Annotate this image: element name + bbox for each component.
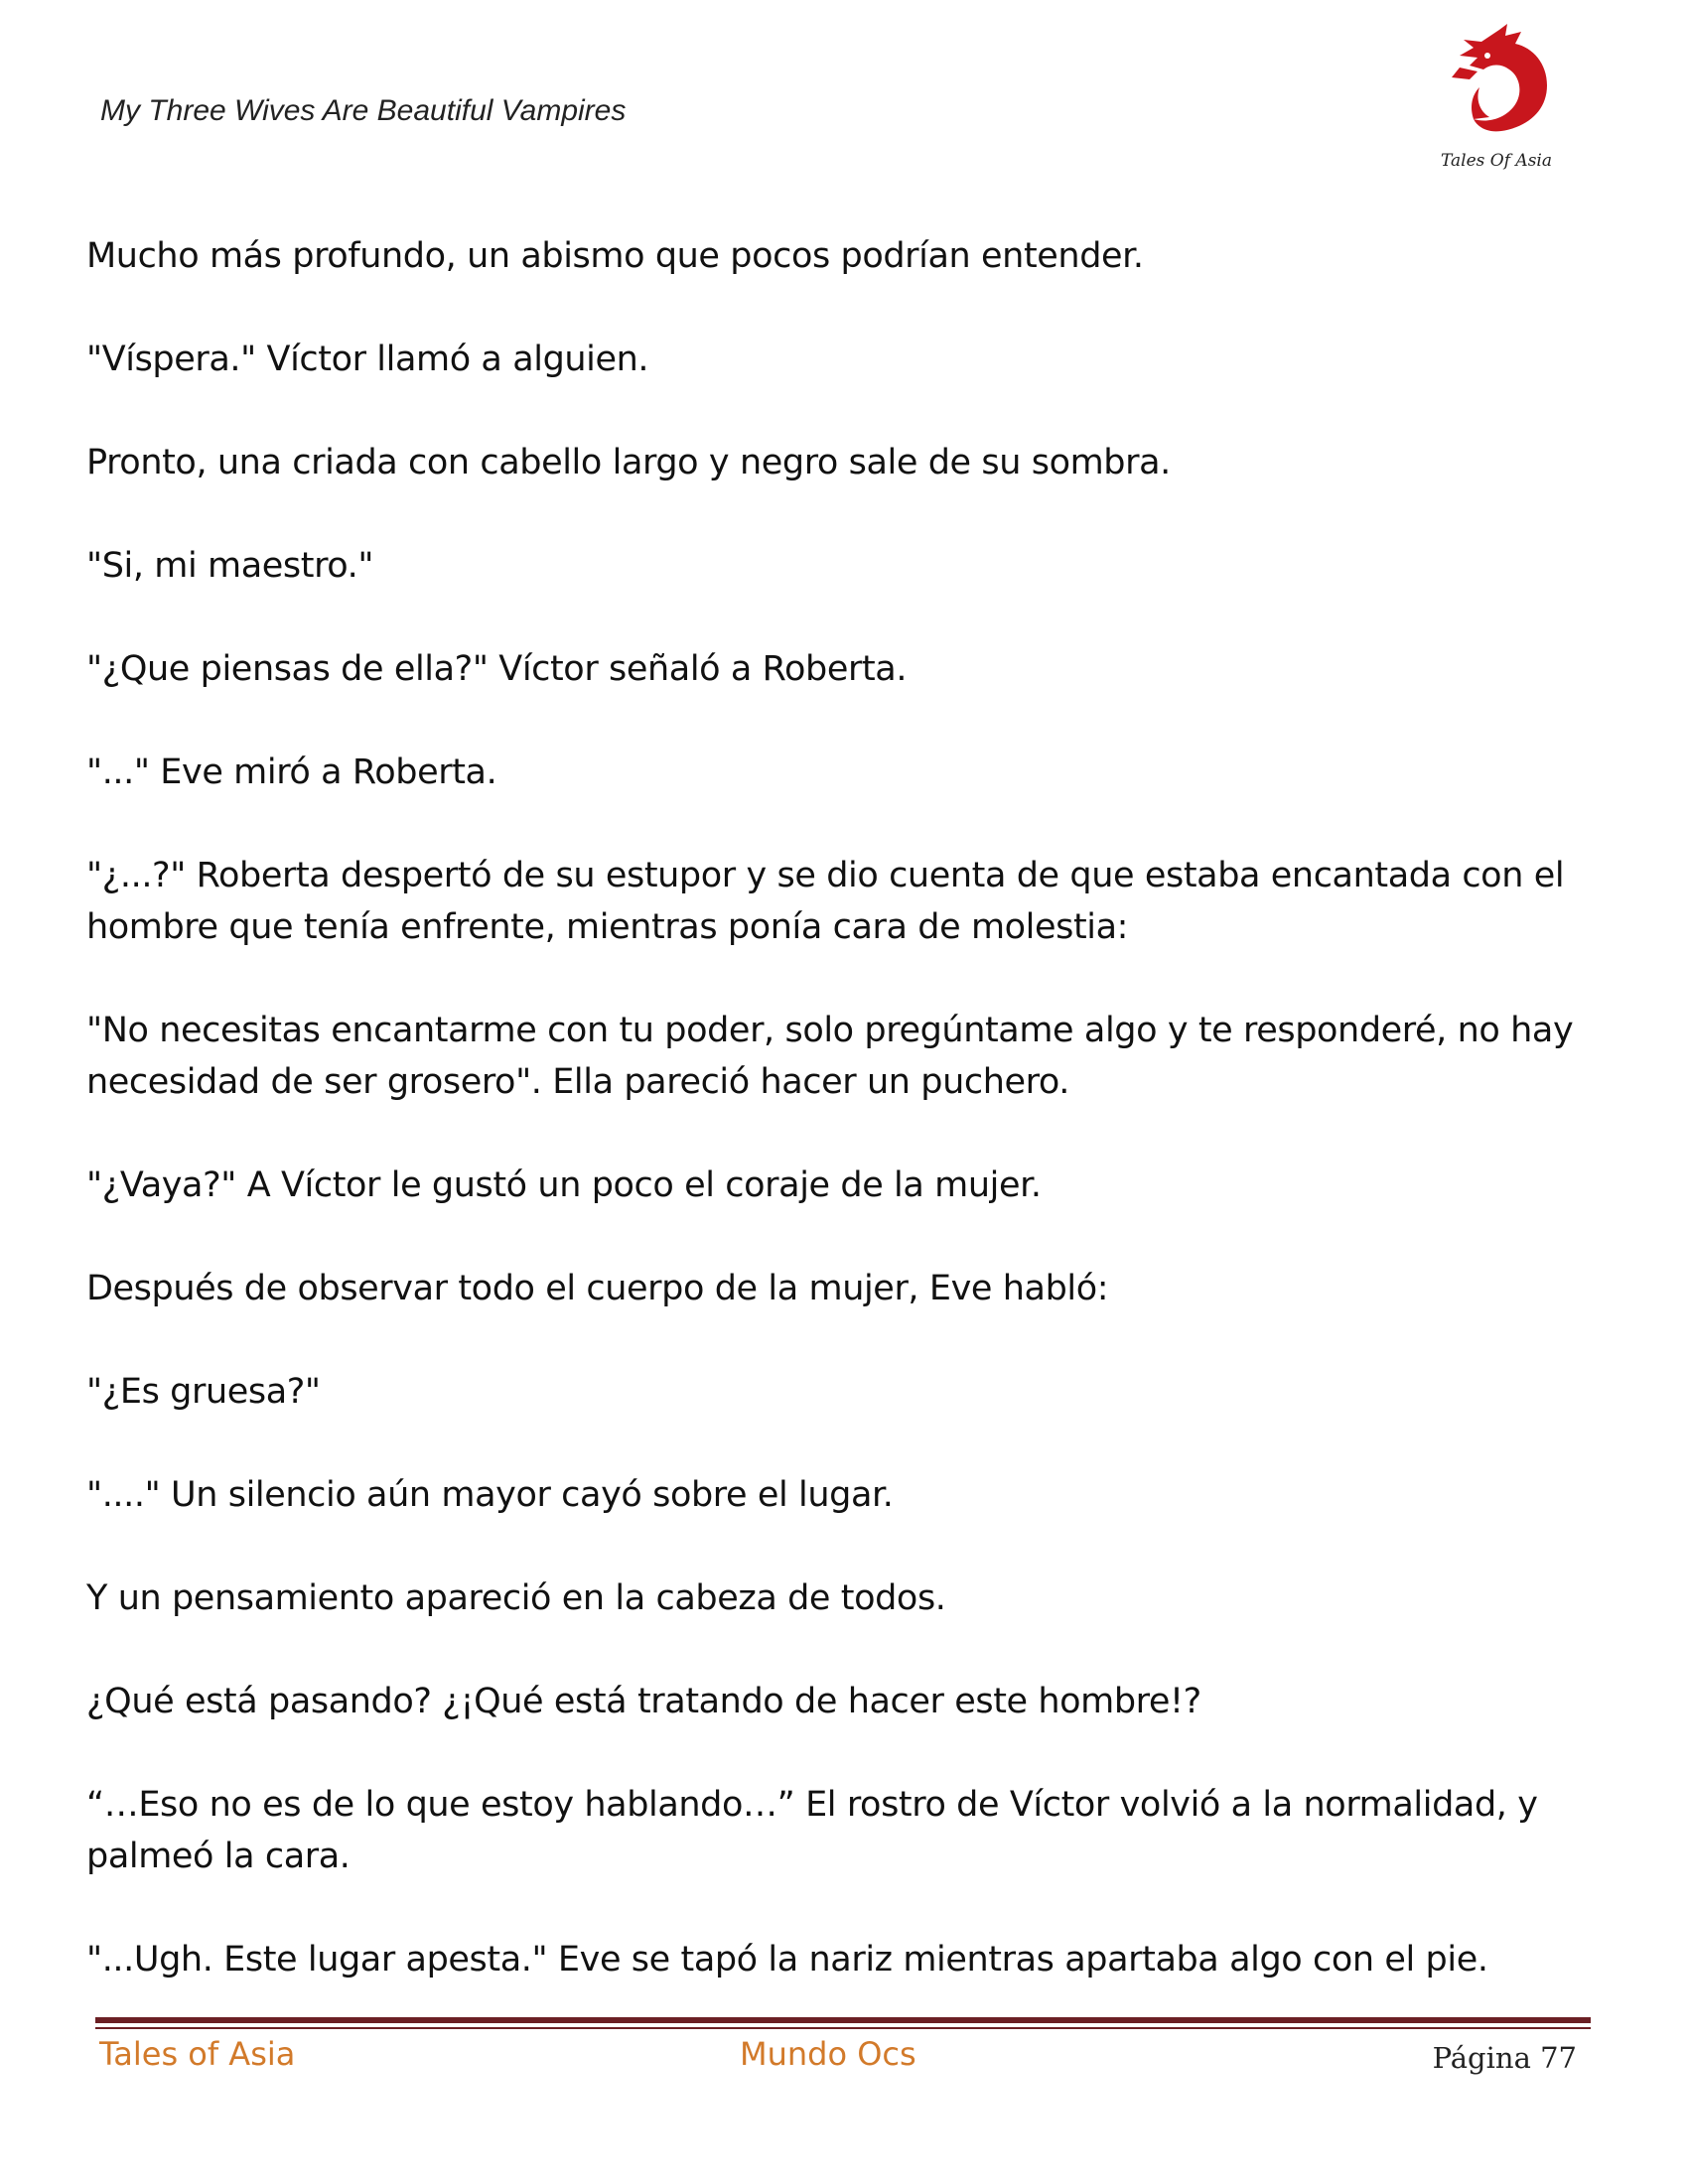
red-dragon-icon bbox=[1452, 24, 1547, 131]
paragraph: "..." Eve miró a Roberta. bbox=[86, 752, 497, 792]
logo-text: Tales Of Asia bbox=[1441, 151, 1552, 171]
paragraph: "Víspera." Víctor llamó a alguien. bbox=[86, 340, 649, 379]
paragraph: "¿Que piensas de ella?" Víctor señaló a Roberta. bbox=[86, 649, 908, 689]
paragraph: "¿Vaya?" A Víctor le gustó un poco el coraje de la mujer. bbox=[86, 1165, 1042, 1205]
paragraph: "...." Un silencio aún mayor cayó sobre el lugar. bbox=[86, 1475, 894, 1515]
page-body bbox=[86, 230, 1596, 2037]
book-title: My Three Wives Are Beautiful Vampires bbox=[100, 94, 627, 127]
paragraph: "¿...?" Roberta despertó de su estupor y se dio cuenta de que estaba encantada con el hombre que tenía enfrente, mientras ponía cara de molestia: bbox=[86, 856, 1565, 947]
paragraph: Pronto, una criada con cabello largo y negro sale de su sombra. bbox=[86, 443, 1171, 482]
footer-site: Mundo Ocs bbox=[740, 2035, 916, 2073]
footer-rule-thin bbox=[95, 2027, 1591, 2029]
page-number: Página 77 bbox=[1432, 2041, 1577, 2075]
paragraph: "No necesitas encantarme con tu poder, solo pregúntame algo y te responderé, no hay necesidad de ser grosero". Ella pareció hacer un puchero. bbox=[86, 1011, 1574, 1102]
paragraph: “…Eso no es de lo que estoy hablando…” El rostro de Víctor volvió a la normalidad, y palmeó la cara. bbox=[86, 1785, 1538, 1876]
paragraph: Y un pensamiento apareció en la cabeza de todos. bbox=[86, 1578, 946, 1618]
paragraph: "...Ugh. Este lugar apesta." Eve se tapó la nariz mientras apartaba algo con el pie. bbox=[86, 1940, 1488, 1979]
tales-of-asia-logo bbox=[1430, 20, 1564, 184]
paragraph: "¿Es gruesa?" bbox=[86, 1372, 321, 1412]
paragraph: "Si, mi maestro." bbox=[86, 546, 374, 586]
footer-rule bbox=[95, 2017, 1591, 2023]
paragraph: ¿Qué está pasando? ¿¡Qué está tratando de hacer este hombre!? bbox=[86, 1682, 1201, 1721]
paragraph: Mucho más profundo, un abismo que pocos podrían entender. bbox=[86, 236, 1144, 276]
paragraph: Después de observar todo el cuerpo de la mujer, Eve habló: bbox=[86, 1269, 1109, 1308]
footer-publisher: Tales of Asia bbox=[99, 2035, 296, 2073]
